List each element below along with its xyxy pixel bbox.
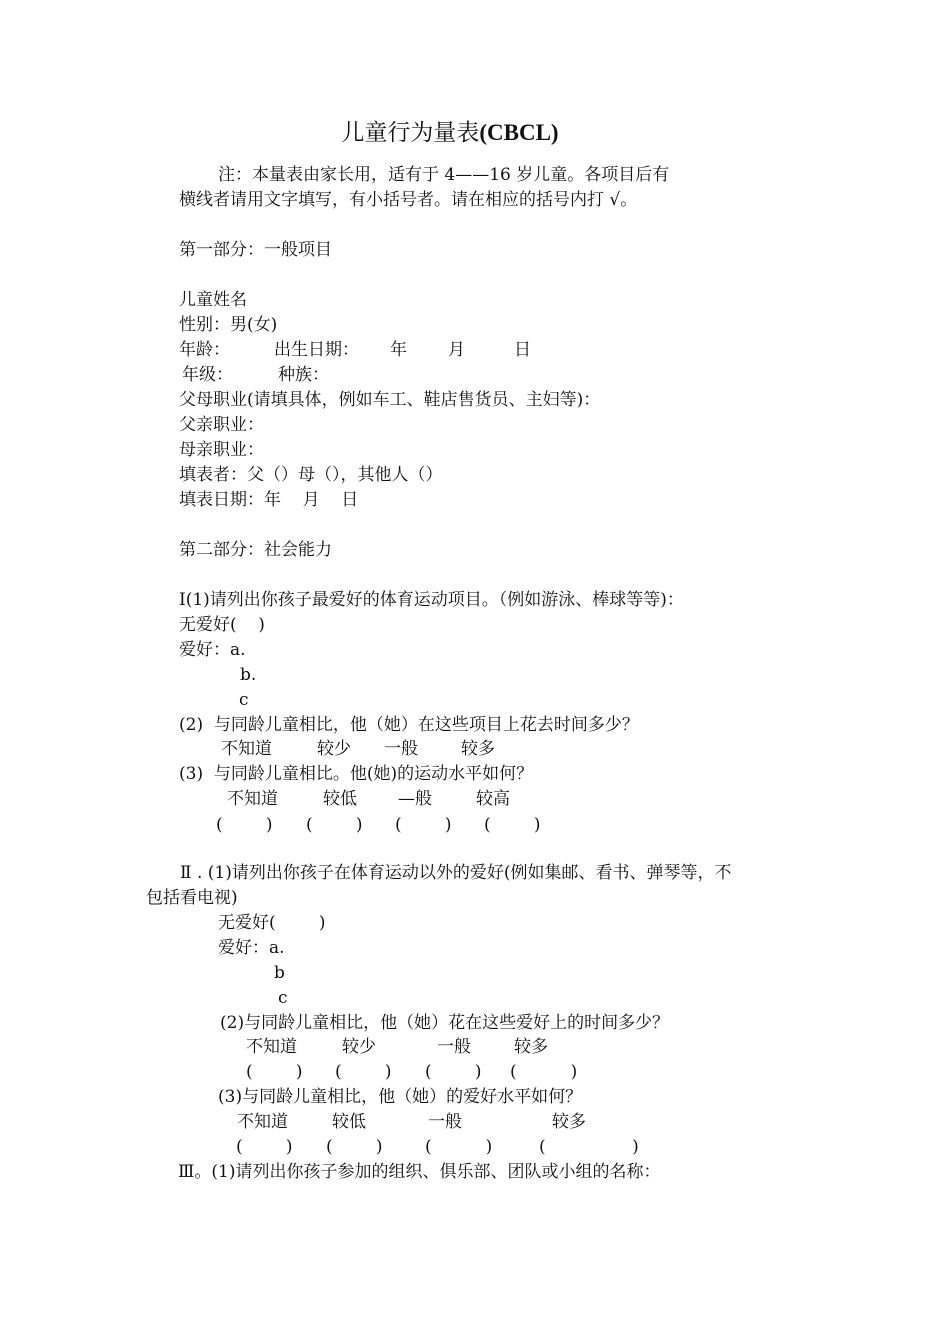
mother-occupation-label: 母亲职业： <box>179 440 264 460</box>
part1-heading: 第一部分：一般项目 <box>179 240 332 260</box>
title-code: (CBCL) <box>479 120 559 145</box>
title-chinese: 儿童行为量表 <box>341 120 480 146</box>
sports-level-question: (3) 与同龄儿童相比。他(她)的运动水平如何？ <box>179 764 534 784</box>
father-occupation-label: 父亲职业： <box>179 415 264 435</box>
other-level-checkbox[interactable]: ( ) <box>326 1137 383 1157</box>
other-hobby-b: b <box>274 963 285 983</box>
sports-no-hobby: 无爱好( ) <box>179 615 265 635</box>
note-line-1: 注：本量表由家长用，适有于 4——16 岁儿童。各项目后有 <box>218 165 670 185</box>
other-no-hobby: 无爱好( ) <box>218 913 326 933</box>
other-time-option: 较多 <box>514 1037 548 1057</box>
child-name-label: 儿童姓名 <box>179 290 247 310</box>
birth-year-label: 年 <box>390 340 407 360</box>
birth-day-label: 日 <box>514 340 531 360</box>
sports-question: I(1)请列出你孩子最爱好的体育运动项目。（例如游泳、棒球等等)： <box>179 590 684 610</box>
filler-label: 填表者：父（）母（），其他人（） <box>179 465 443 485</box>
other-level-checkbox[interactable]: ( ) <box>425 1137 493 1157</box>
other-level-option: 较多 <box>552 1112 586 1132</box>
other-time-option: 不知道 <box>246 1037 297 1057</box>
other-time-checkbox[interactable]: ( ) <box>510 1062 578 1082</box>
sports-level-option: 较高 <box>476 789 510 809</box>
sports-time-question: (2) 与同龄儿童相比，他（她）在这些项目上花去时间多少？ <box>179 715 639 735</box>
sports-level-checkbox[interactable]: ( ) <box>484 815 541 835</box>
sports-hobby-c: c <box>239 690 249 710</box>
sports-hobby-b: b. <box>240 665 257 685</box>
sports-time-option: 较多 <box>461 739 495 759</box>
other-level-checkbox[interactable]: ( ) <box>539 1137 639 1157</box>
sports-level-option: 较低 <box>323 789 357 809</box>
parent-occupation-label: 父母职业(请填具体，例如车工、鞋店售货员、主妇等)： <box>179 390 601 410</box>
other-hobby-a: 爱好：a. <box>218 938 285 958</box>
other-hobby-c: c <box>278 988 288 1008</box>
birth-date-label: 出生日期： <box>274 340 359 360</box>
organizations-question: Ⅲ。(1)请列出你孩子参加的组织、俱乐部、团队或小组的名称： <box>178 1162 661 1182</box>
sports-level-checkbox[interactable]: ( ) <box>216 815 273 835</box>
other-level-checkbox[interactable]: ( ) <box>236 1137 293 1157</box>
other-time-checkbox[interactable]: ( ) <box>246 1062 303 1082</box>
fill-date-label: 填表日期：年 月 日 <box>179 490 359 510</box>
other-level-option: 不知道 <box>237 1112 288 1132</box>
sports-hobby-a: 爱好：a. <box>179 640 246 660</box>
sports-time-option: 一般 <box>384 739 418 759</box>
grade-label: 年级： <box>182 365 233 385</box>
gender-label: 性别：男(女) <box>179 315 278 335</box>
sports-time-option: 不知道 <box>221 739 272 759</box>
other-time-checkbox[interactable]: ( ) <box>425 1062 482 1082</box>
other-hobbies-question-cont: 包括看电视) <box>146 888 238 908</box>
birth-month-label: 月 <box>448 340 465 360</box>
other-level-option: 一般 <box>428 1112 462 1132</box>
other-time-option: 一般 <box>437 1037 471 1057</box>
other-time-option: 较少 <box>342 1037 376 1057</box>
age-label: 年龄： <box>179 340 230 360</box>
other-hobbies-question: Ⅱ . (1)请列出你孩子在体育运动以外的爱好(例如集邮、看书、弹琴等，不 <box>180 863 732 883</box>
page-title <box>0 118 900 148</box>
sports-level-checkbox[interactable]: ( ) <box>306 815 363 835</box>
sports-level-option: 不知道 <box>227 789 278 809</box>
note-line-2: 横线者请用文字填写，有小括号者。请在相应的括号内打 √。 <box>179 190 638 210</box>
part2-heading: 第二部分：社会能力 <box>179 540 332 560</box>
sports-time-option: 较少 <box>317 739 351 759</box>
ethnicity-label: 种族： <box>278 365 329 385</box>
other-level-option: 较低 <box>332 1112 366 1132</box>
other-time-checkbox[interactable]: ( ) <box>335 1062 392 1082</box>
sports-level-checkbox[interactable]: ( ) <box>395 815 452 835</box>
other-level-question: (3)与同龄儿童相比，他（她）的爱好水平如何？ <box>218 1087 583 1107</box>
sports-level-option: —般 <box>398 789 432 809</box>
other-time-question: (2)与同龄儿童相比，他（她）花在这些爱好上的时间多少？ <box>220 1013 670 1033</box>
